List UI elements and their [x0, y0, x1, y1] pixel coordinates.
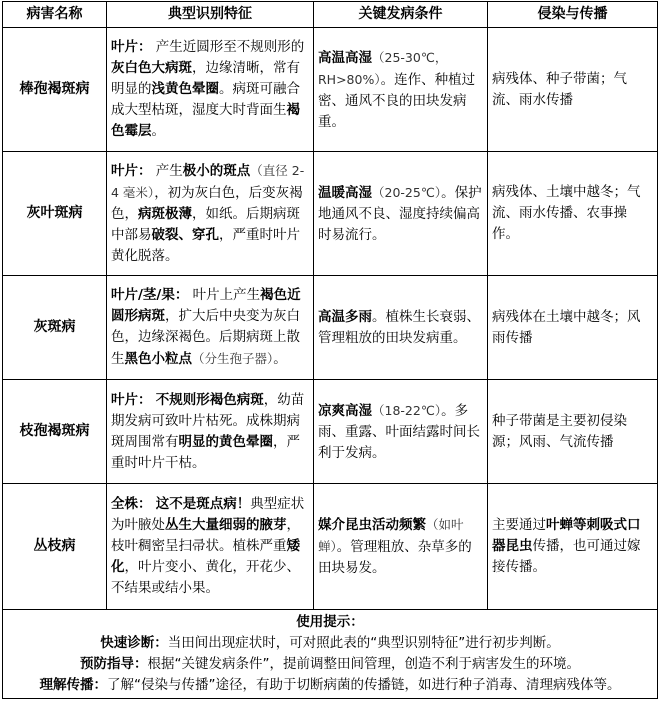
emphasis-text: 丛生大量细弱的腋芽: [165, 517, 287, 533]
features-cell: [107, 380, 314, 484]
features-cell: [107, 276, 314, 380]
body-text: 。保护地通风不良、湿度持续偏高时易流行。: [318, 184, 482, 243]
emphasis-text: 褐色近圆形病斑: [111, 287, 301, 324]
emphasis-text: 全株：: [111, 496, 152, 512]
body-text: 典型症状为叶腋处: [111, 496, 305, 533]
tip-text: 根据“关键发病条件”，提前调整田间管理，创造不利于病害发生的环境。: [147, 656, 580, 672]
tip-label: 理解传播：: [39, 677, 107, 693]
body-text: 。多雨、重露、叶面结露时间长利于发病。: [318, 402, 480, 461]
body-text: 叶片上产生: [188, 287, 261, 303]
conditions-cell: [314, 276, 488, 380]
emphasis-text: 灰白色大病斑: [111, 60, 192, 76]
spread-cell: 病残体、土壤中越冬；气流、雨水传播、农事操作。: [488, 152, 658, 276]
emphasis-text: 黑色小粒点: [124, 351, 192, 367]
tip-quick-diagnosis: [7, 633, 653, 654]
body-text: 。: [151, 123, 165, 139]
header-row: [3, 2, 658, 28]
emphasis-text: 高温多雨: [318, 308, 372, 325]
spread-cell: [488, 484, 658, 610]
body-text: 。管理粗放、杂草多的田块易发。: [318, 539, 472, 576]
tip-transmission: [7, 675, 653, 696]
spread-cell: 病残体、种子带菌；气流、雨水传播: [488, 28, 658, 152]
table-row: [3, 28, 658, 152]
body-text: ，严重时叶片黄化脱落。: [111, 227, 300, 264]
header-features: 典型识别特征: [107, 2, 314, 28]
emphasis-text: 明显的黄色晕圈: [178, 433, 273, 450]
body-text: ，枝叶稠密呈扫帚状。植株严重: [111, 517, 300, 554]
body-text: 。连作、种植过密、通风不良的田块发病重。: [318, 71, 476, 130]
emphasis-text: 病斑极薄: [138, 206, 192, 222]
disease-name: 枝孢褐斑病: [3, 380, 107, 484]
body-text: 。植株生长衰弱、管理粗放的田块发病重。: [318, 308, 480, 346]
table-row: [3, 152, 658, 276]
emphasis-text: 破裂、穿孔: [151, 227, 219, 243]
emphasis-text: 媒介昆虫活动频繁: [318, 517, 426, 533]
body-text: 主要通过: [492, 517, 546, 533]
body-text: （分生孢子器）: [192, 351, 274, 366]
body-text: （直径 2-4 毫米）: [111, 163, 305, 200]
spread-cell: 种子带菌是主要初侵染源；风雨、气流传播: [488, 380, 658, 484]
body-text: ，边缘清晰，常有明显的: [111, 60, 300, 97]
header-disease-name: 病害名称: [3, 2, 107, 28]
body-text: ，严重时叶片干枯。: [111, 433, 300, 471]
emphasis-text: 浅黄色晕圈: [151, 81, 219, 97]
emphasis-text: 极小的斑点: [182, 163, 251, 179]
emphasis-text: 叶片：: [111, 391, 152, 408]
disease-name: 棒孢褐斑病: [3, 28, 107, 152]
body-text: ，幼苗期发病可致叶片枯死。成株期病斑周围常有: [111, 391, 305, 450]
body-text: （25-30℃，RH>80%）: [318, 49, 448, 87]
disease-table: [2, 1, 658, 699]
emphasis-text: 褐色霉层: [111, 102, 300, 139]
spread-cell: 病残体在土壤中越冬；风雨传播: [488, 276, 658, 380]
emphasis-text: 高温高湿: [318, 49, 372, 66]
tip-label: 预防指导：: [80, 656, 148, 672]
body-text: （如叶蝉）: [318, 517, 464, 554]
table-row: [3, 276, 658, 380]
emphasis-text: 温暖高湿: [318, 184, 372, 201]
conditions-cell: [314, 152, 488, 276]
tips-title: 使用提示：: [296, 614, 364, 630]
conditions-cell: [314, 28, 488, 152]
disease-name: 丛枝病: [3, 484, 107, 610]
conditions-cell: [314, 380, 488, 484]
conditions-cell: [314, 484, 488, 610]
tip-text: 了解“侵染与传播”途径，有助于切断病菌的传播链，如进行种子消毒、清理病残体等。: [107, 677, 621, 693]
body-text: （20-25℃）: [372, 184, 442, 200]
body-text: 。病斑可融合成大型枯斑，湿度大时背面生: [111, 81, 300, 118]
disease-name: 灰叶斑病: [3, 152, 107, 276]
disease-name: 灰斑病: [3, 276, 107, 380]
tips-row: [3, 610, 658, 699]
body-text: ，如纸。后期病斑中部易: [111, 206, 300, 243]
features-cell: [107, 484, 314, 610]
table-row: [3, 380, 658, 484]
features-cell: [107, 28, 314, 152]
emphasis-text: 叶蝉等刺吸式口器昆虫: [492, 517, 641, 554]
header-spread: 侵染与传播: [488, 2, 658, 28]
emphasis-text: 凉爽高湿: [318, 402, 372, 419]
body-text: ，叶片变小、黄化，开花少、不结果或结小果。: [111, 559, 300, 596]
body-text: 。: [273, 351, 287, 367]
header-conditions: 关键发病条件: [314, 2, 488, 28]
emphasis-text: 不规则形褐色病斑: [155, 391, 264, 408]
emphasis-text: 这不是斑点病！: [155, 496, 251, 512]
usage-tips: [3, 610, 658, 699]
emphasis-text: 叶片：: [111, 163, 152, 179]
emphasis-text: 叶片：: [111, 39, 152, 55]
body-text: ，初为灰白色，后变灰褐色，: [111, 185, 303, 222]
emphasis-text: 叶片/茎/果：: [111, 287, 189, 303]
tip-label: 快速诊断：: [100, 635, 168, 651]
table-row: [3, 484, 658, 610]
features-cell: [107, 152, 314, 276]
body-text: （18-22℃）: [372, 402, 442, 418]
tip-text: 当田间出现症状时，可对照此表的“典型识别特征”进行初步判断。: [167, 635, 560, 651]
tip-prevention: [7, 654, 653, 675]
body-text: 产生近圆形至不规则形的: [151, 39, 305, 55]
body-text: ，扩大后中央变为灰白色，边缘深褐色。后期病斑上散生: [111, 308, 300, 367]
body-text: 传播，也可通过嫁接传播。: [492, 538, 641, 575]
body-text: 产生: [151, 163, 183, 179]
emphasis-text: 矮化: [111, 538, 300, 575]
